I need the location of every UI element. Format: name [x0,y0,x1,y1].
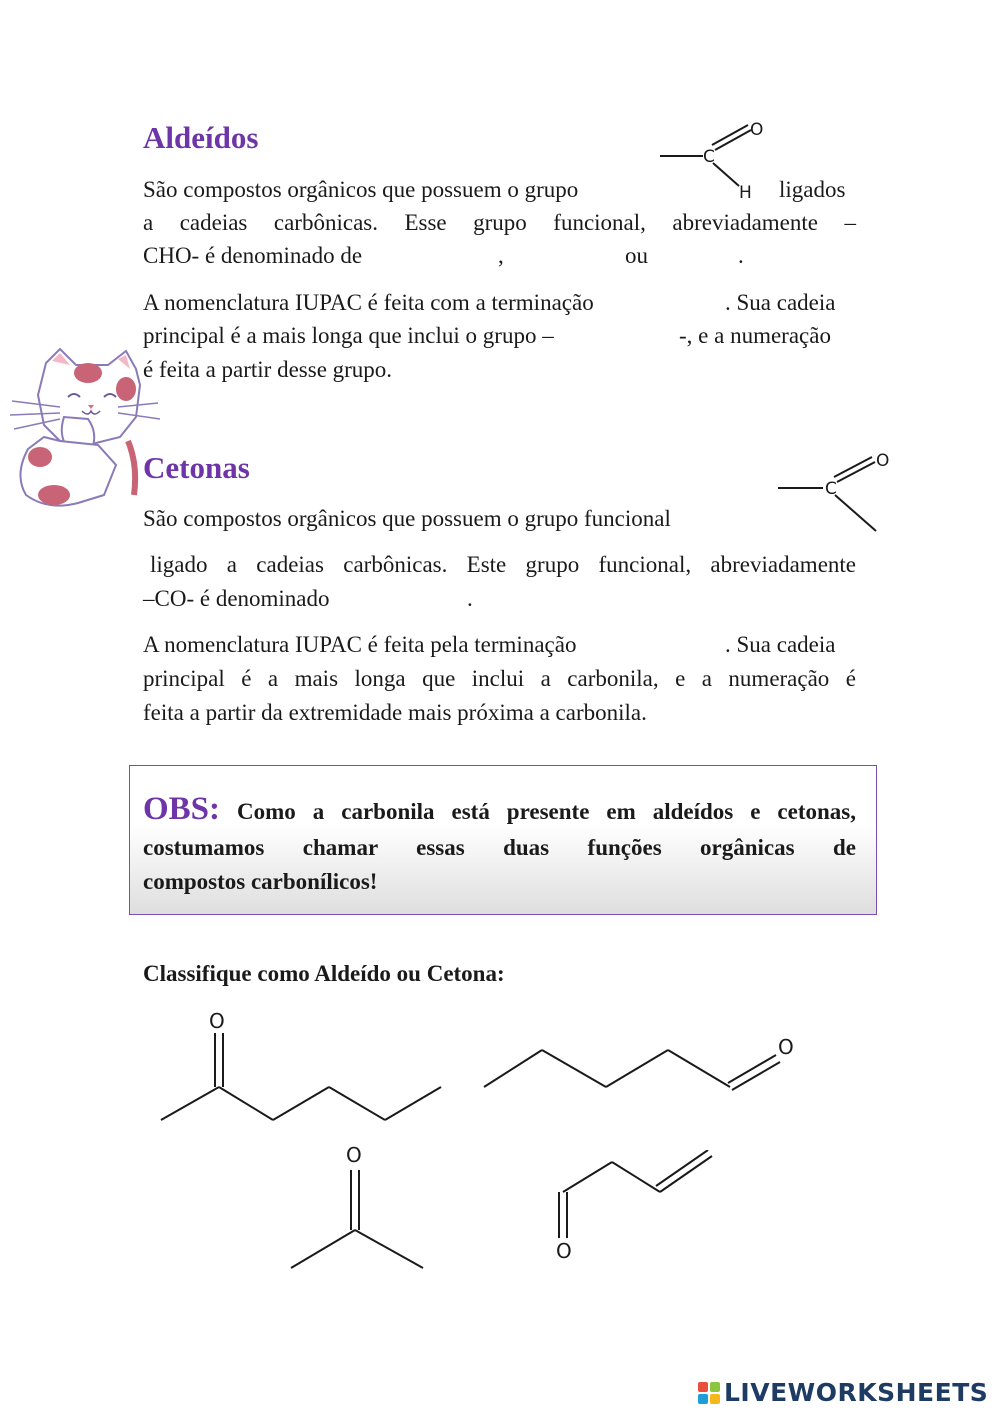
aldeidos-text: é feita a partir desse grupo. [143,357,393,382]
aldeidos-text: ou [625,243,648,268]
aldeidos-text: , [498,243,504,268]
aldeidos-text: a cadeias carbônicas. Esse grupo funcional, abreviadamente – [143,210,856,235]
oxygen-label: O [750,120,764,140]
molecule-4 [548,1150,723,1265]
oxygen-label: O [876,451,890,471]
obs-line: costumamos chamar essas duas funções orgânicas de [143,835,856,860]
carbon-label: C [703,147,715,167]
molecule-1 [155,1005,450,1135]
aldehyde-group-structure [655,118,775,200]
aldeidos-text: ligados [779,177,846,202]
cetonas-text: São compostos orgânicos que possuem o grupo funcional [143,506,671,531]
cetonas-text: ligado a cadeias carbônicas. Este grupo funcional, abreviadamente [150,552,856,577]
oxygen-label: O [778,1035,794,1059]
aldeidos-text: A nomenclatura IUPAC é feita com a terminação [143,290,594,315]
cetonas-text: principal é a mais longa que inclui a carbonila, e a numeração é [143,666,856,691]
aldeidos-text: principal é a mais longa que inclui o grupo – [143,323,554,348]
cetonas-text: . [467,586,473,611]
carbon-label: C [825,479,837,499]
logo-icon [698,1382,720,1404]
cetonas-text: –CO- é denominado [143,586,330,611]
obs-line: compostos carbonílicos! [143,869,378,894]
cetonas-text: . Sua cadeia [725,632,836,657]
liveworksheets-logo [698,1378,988,1407]
section-title-cetonas: Cetonas [143,450,250,485]
oxygen-label: O [209,1009,225,1033]
cetonas-text: feita a partir da extremidade mais próxima a carbonila. [143,700,647,725]
exercise-title: Classifique como Aldeído ou Cetona: [143,961,505,986]
hydrogen-label: H [739,183,752,200]
oxygen-label: O [556,1239,572,1263]
cetonas-text: A nomenclatura IUPAC é feita pela terminação [143,632,577,657]
section-title-aldeidos: Aldeídos [143,120,259,155]
molecule-3 [285,1138,430,1278]
logo-text: LIVEWORKSHEETS [724,1378,989,1407]
obs-line: OBS: Como a carbonila está presente em aldeídos e cetonas, [143,791,856,827]
aldeidos-text: . [738,243,744,268]
aldeidos-text: São compostos orgânicos que possuem o grupo [143,177,579,202]
molecule-2 [478,1030,808,1100]
obs-label: OBS: [143,791,221,827]
aldeidos-text: -, e a numeração [679,323,831,348]
aldeidos-text: CHO- é denominado de [143,243,363,268]
oxygen-label: O [346,1143,362,1167]
ketone-group-structure [773,448,898,538]
aldeidos-text: . Sua cadeia [725,290,836,315]
